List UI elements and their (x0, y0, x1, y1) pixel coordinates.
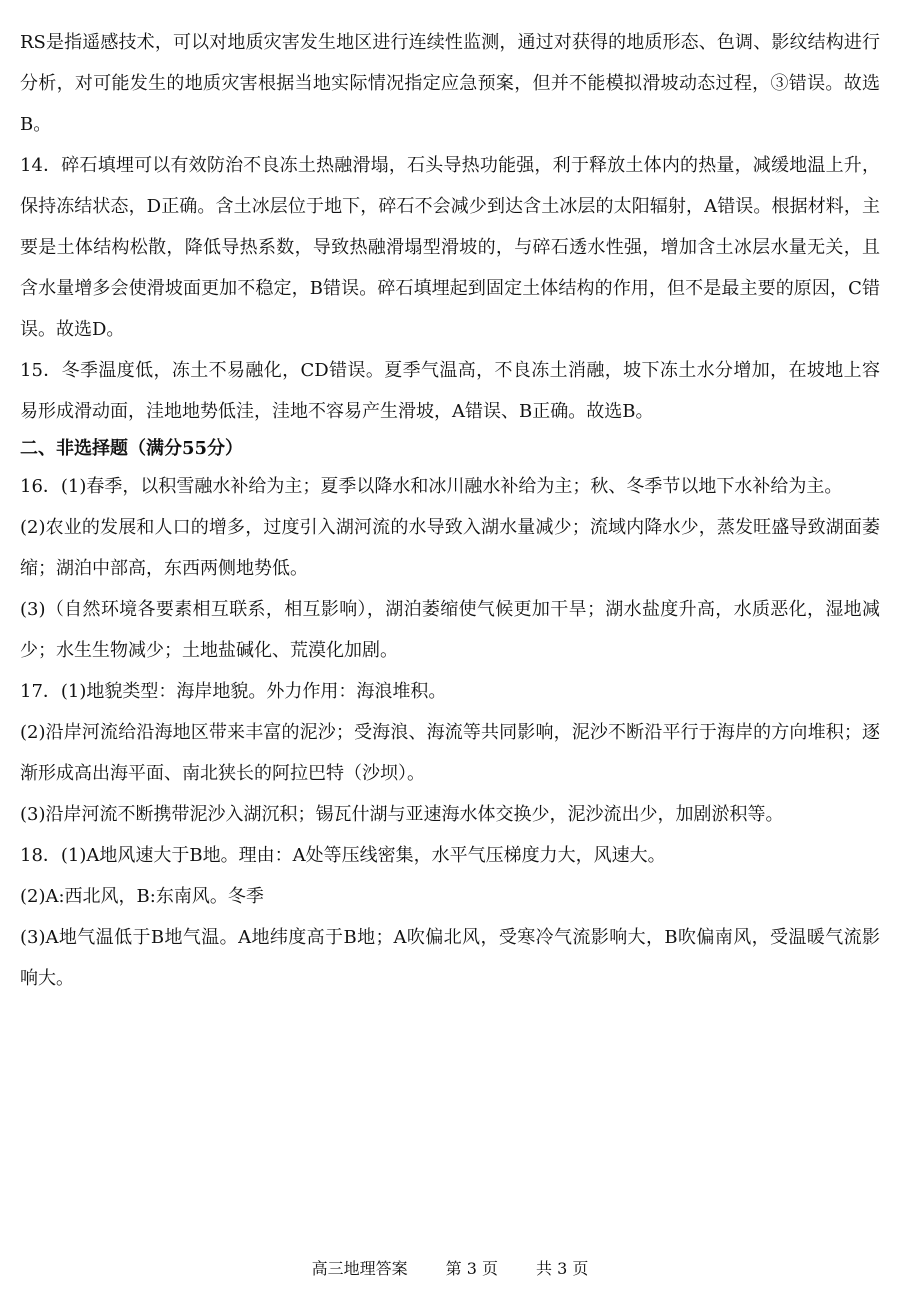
answer-paragraph-q17-2: (2)沿岸河流给沿海地区带来丰富的泥沙；受海浪、海流等共同影响，泥沙不断沿平行于海岸的方向堆积；逐渐形成高出海平面、南北狭长的阿拉巴特（沙坝）。 (20, 722, 880, 784)
answer-paragraph-q18-2: (2)A:西北风，B:东南风。冬季 (20, 886, 264, 907)
footer-doc-title: 高三地理答案 (311, 1259, 408, 1278)
answer-paragraph-q16-2: (2)农业的发展和人口的增多，过度引入湖河流的水导致入湖水量减少；流域内降水少，蒸发旺盛导致湖面萎缩；湖泊中部高，东西两侧地势低。 (20, 517, 880, 579)
answer-document (20, 22, 880, 999)
answer-paragraph-q18-3: (3)A地气温低于B地气温。A地纬度高于B地；A吹偏北风，受寒冷气流影响大，B吹偏南风，受温暖气流影响大。 (20, 927, 880, 989)
footer-page-total: 共 3 页 (536, 1259, 589, 1278)
answer-paragraph-q16-1: 16．(1)春季，以积雪融水补给为主；夏季以降水和冰川融水补给为主；秋、冬季节以地下水补给为主。 (20, 476, 843, 497)
answer-paragraph-q17-3: (3)沿岸河流不断携带泥沙入湖沉积；锡瓦什湖与亚速海水体交换少，泥沙流出少，加剧淤积等。 (20, 804, 784, 825)
answer-paragraph-q17-1: 17．(1)地貌类型：海岸地貌。外力作用：海浪堆积。 (20, 681, 447, 702)
footer-page-number: 第 3 页 (445, 1259, 498, 1278)
answer-paragraph-q18-1: 18．(1)A地风速大于B地。理由：A处等压线密集，水平气压梯度力大，风速大。 (20, 845, 666, 866)
answer-paragraph-q16-3: (3)（自然环境各要素相互联系，相互影响），湖泊萎缩使气候更加干旱；湖水盐度升高，水质恶化，湿地减少；水生生物减少；土地盐碱化、荒漠化加剧。 (20, 599, 880, 661)
page-footer (0, 1257, 900, 1281)
answer-paragraph-q15: 15．冬季温度低，冻土不易融化，CD错误。夏季气温高，不良冻土消融，坡下冻土水分增加，在坡地上容易形成滑动面，洼地地势低洼，洼地不容易产生滑坡，A错误、B正确。故选B。 (20, 360, 880, 422)
answer-paragraph-rs: RS是指遥感技术，可以对地质灾害发生地区进行连续性监测，通过对获得的地质形态、色调、影纹结构进行分析，对可能发生的地质灾害根据当地实际情况指定应急预案，但并不能模拟滑坡动态过程，③错误。故选B。 (20, 32, 880, 135)
section-heading: 二、非选择题（满分55分） (20, 438, 244, 459)
answer-paragraph-q14: 14．碎石填埋可以有效防治不良冻土热融滑塌，石头导热功能强，利于释放土体内的热量，减缓地温上升，保持冻结状态，D正确。含土冰层位于地下，碎石不会减少到达含土冰层的太阳辐射，A错误。根据材料，主要是土体结构松散，降低导热系数，导致热融滑塌型滑坡的，与碎石透水性强，增加含土冰层水量无关，且含水量增多会使滑坡面更加不稳定，B错误。碎石填埋起到固定土体结构的作用，但不是最主要的原因，C错误。故选D。 (20, 155, 880, 340)
